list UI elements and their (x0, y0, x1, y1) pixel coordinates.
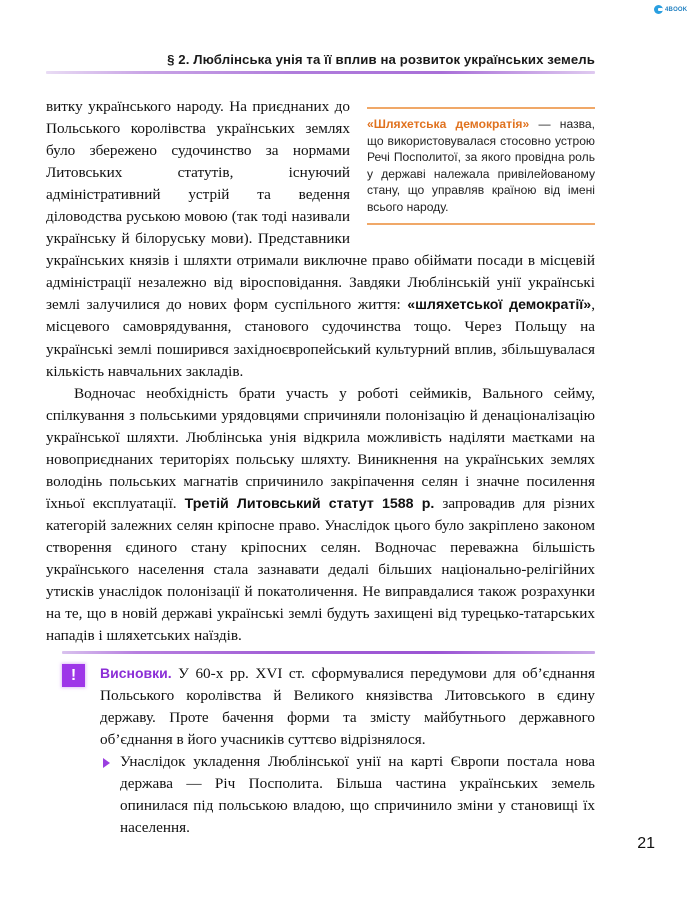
conclusions-divider-rule (62, 651, 595, 654)
paragraph-1-text-a: витку українського народу. На приєднаних до Польського королівства українських землях було збережено судочинство за нормами Литовських статутів, існуючий адміністративний устрій та ведення діловодства руською мовою (так тоді називали українську й білоруську мови). Представники українських князів і шляхти отримали виключне право обіймати посади в місцевій адміністрації незалежно від віросповідання. Завдяки Люблінській унії українські землі залучилися до нових форм суспільного життя: (46, 98, 595, 314)
conclusions-paragraph-1 (100, 662, 595, 751)
site-watermark-logo (654, 3, 696, 16)
conclusions-label: Висновки. (100, 665, 172, 681)
definition-term: «Шляхетська демократія» (367, 117, 530, 131)
watermark-label: 4BOOK (665, 6, 688, 13)
paragraph-2-text-b: запровадив для різних категорій залежних селян кріпосне право. Унаслідок цього було закріплено законом створення єдиного стану кріпосних селян. Водночас переважна більшість українського населення стала зазнавати дедалі більших національно-релігійних утисків унаслідок полонізації й покатоличення. Не виправдалися також розрахунки на те, що в новій державі українські землі будуть захищені від турецько-татарських нападів і шляхетських наїздів. (46, 494, 595, 645)
definition-callout-box (367, 107, 595, 225)
paragraph-1-text-b: , місцевого самоврядування, станового судочинства тощо. Через Польщу на українські землі поширився західноєвропейський культурний вплив, збільшувалася кількість навчальних закладів. (46, 296, 595, 380)
exclamation-glyph: ! (70, 666, 77, 684)
conclusions-body (100, 662, 595, 839)
definition-text (367, 116, 595, 216)
paragraph-2-emphasis: Третій Литовський статут 1588 р. (184, 495, 435, 512)
conclusions-paragraph-2 (100, 751, 595, 839)
page-number: 21 (637, 835, 655, 852)
exclamation-mark-icon (62, 664, 85, 687)
running-head (46, 52, 595, 74)
triangle-bullet-icon (103, 758, 110, 768)
conclusions-text-2: Унаслідок укладення Люблінської унії на карті Європи постала нова держава — Річ Посполита. Більша частина українських земель опинилася під польською владою, що спричинило зміни у становищі їх населення. (120, 753, 595, 837)
definition-body: — назва, що використовувалася стосовно устрою Речі Посполитої, за якого провідна роль у державі належала привілейованому стану, що управляв країною від імені всього народу. (367, 117, 595, 214)
circle-logo-icon (654, 5, 663, 14)
conclusions-text-1: У 60-х рр. XVI ст. сформувалися передумови для об’єднання Польського королівства й Великого князівства Литовського в єдину державу. Проте бачення форми та змісту майбутнього державного об’єднання в його учасників суттєво відрізнялося. (100, 665, 595, 749)
section-title: § 2. Люблінська унія та її вплив на розвиток українських земель (167, 52, 595, 67)
paragraph-1-emphasis: «шляхетської демократії» (407, 297, 592, 314)
paragraph-2 (46, 383, 595, 648)
paragraph-2-text-a: Водночас необхідність брати участь у роботі сеймиків, Вального сейму, спілкування з польськими урядовцями спричиняли полонізацію й денаціоналізацію української шляхти. Люблінська унія відкрила можливість наділяти маєтками на новоприєднаних територіях польську шляхту. Виникнення на українських землях володінь польських магнатів спричинило закріпачення селян і значне посилення їхньої експлуатації. (46, 384, 595, 512)
conclusions-block (62, 662, 595, 839)
header-divider-rule (46, 71, 595, 74)
main-text-column (46, 96, 595, 647)
